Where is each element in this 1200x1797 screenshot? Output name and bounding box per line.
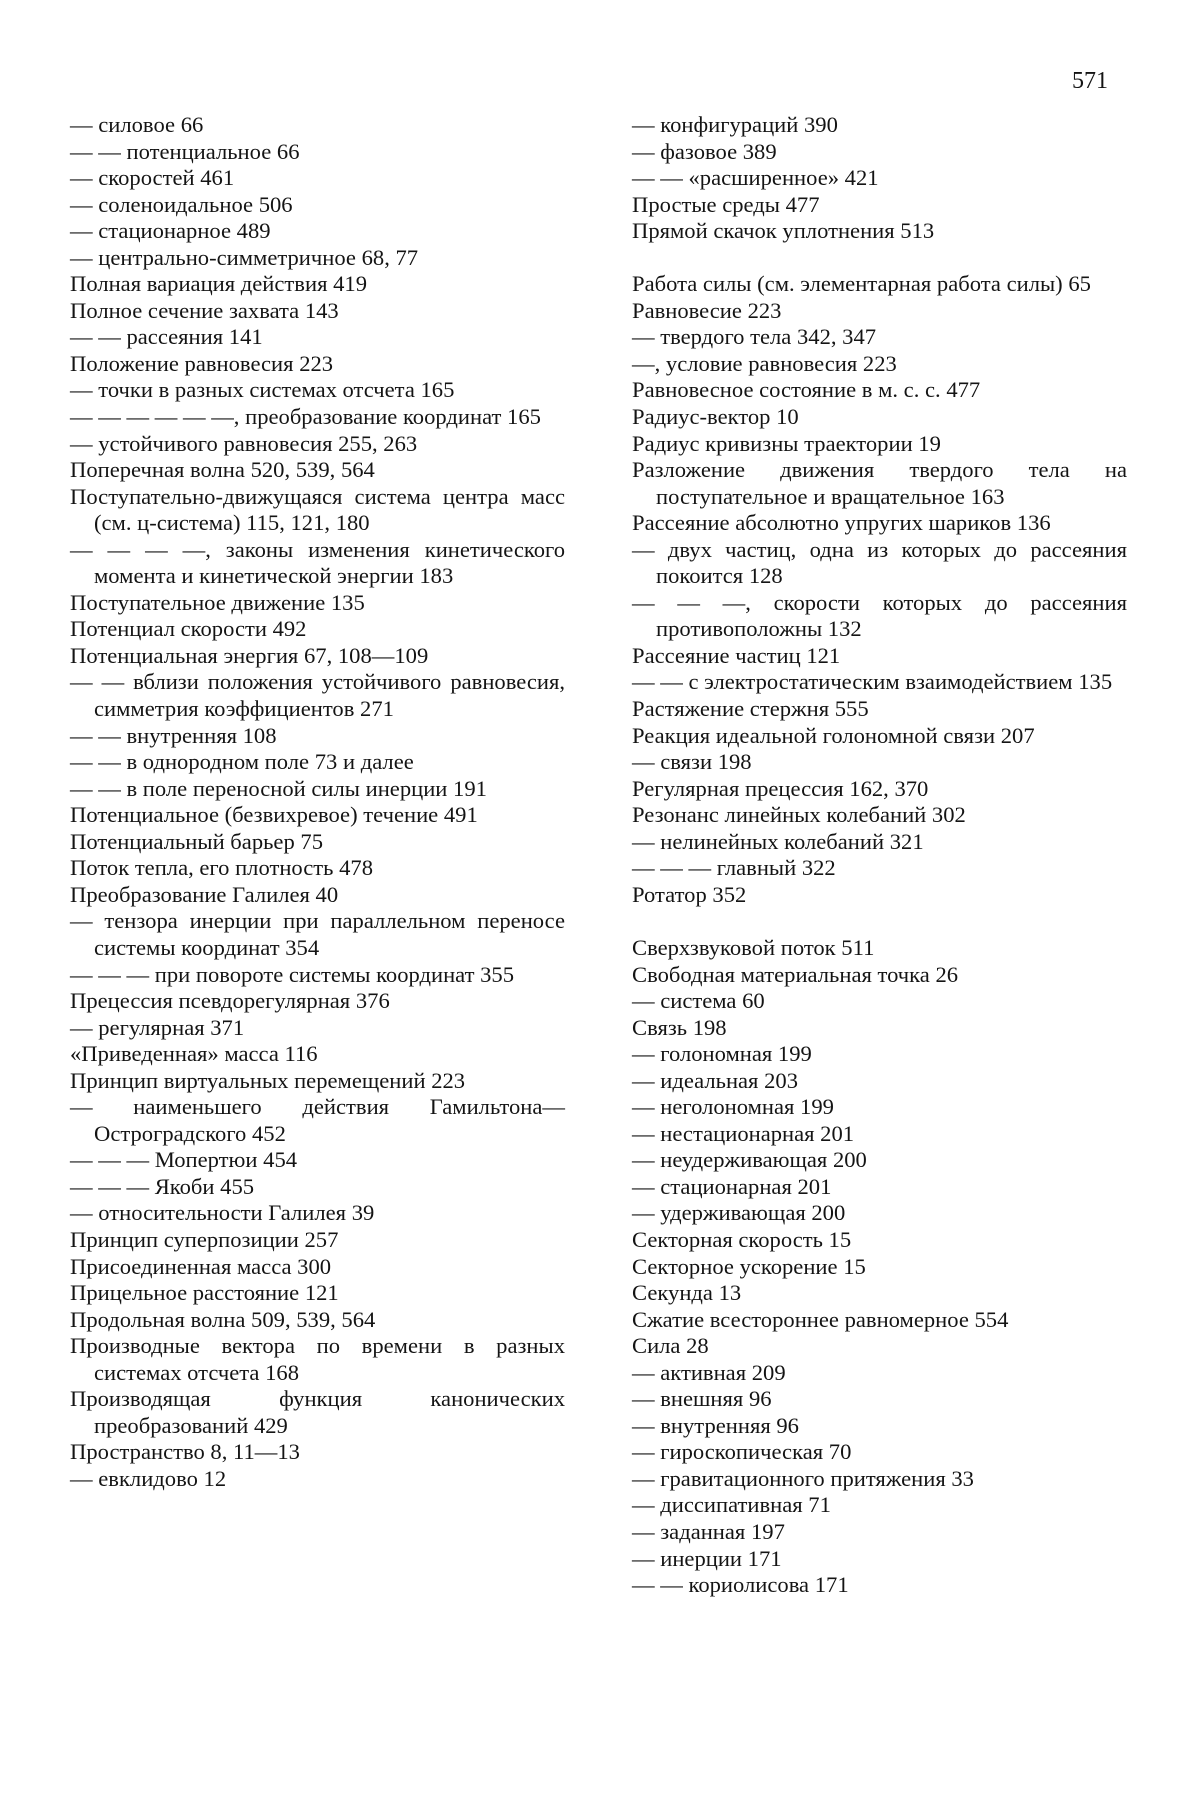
index-entry: — фазовое 389 bbox=[632, 138, 777, 164]
index-entry: Связь 198 bbox=[632, 1014, 727, 1040]
index-entry: — инерции 171 bbox=[632, 1545, 782, 1571]
index-entry: Продольная волна 509, 539, 564 bbox=[70, 1306, 376, 1332]
index-entry: Секторное ускорение 15 bbox=[632, 1253, 866, 1279]
index-entry: «Приведенная» масса 116 bbox=[70, 1041, 318, 1067]
index-entry: — тензора инерции при параллельном переносе системы координат 354 bbox=[70, 908, 565, 960]
index-entry: — система 60 bbox=[632, 988, 765, 1014]
index-entry: — соленоидальное 506 bbox=[70, 191, 293, 217]
index-entry: — устойчивого равновесия 255, 263 bbox=[70, 430, 418, 456]
index-entry: Ротатор 352 bbox=[632, 881, 747, 907]
index-entry: — — вблизи положения устойчивого равновесия, симметрия коэффициентов 271 bbox=[70, 669, 565, 722]
index-entry: Производящая функция канонических преобразований 429 bbox=[70, 1386, 565, 1438]
index-entry: — стационарная 201 bbox=[632, 1173, 832, 1199]
section-gap bbox=[632, 245, 1127, 272]
index-entry: Поступательное движение 135 bbox=[70, 589, 365, 615]
index-entry: — конфигураций 390 bbox=[632, 112, 838, 137]
index-entry: Простые среды 477 bbox=[632, 191, 820, 217]
index-entry: Сила 28 bbox=[632, 1333, 709, 1359]
index-entry: Радиус-вектор 10 bbox=[632, 404, 799, 430]
index-entry: Растяжение стержня 555 bbox=[632, 696, 869, 722]
index-entry: — евклидово 12 bbox=[70, 1465, 227, 1491]
index-entry: — удерживающая 200 bbox=[632, 1200, 846, 1226]
index-entry: — заданная 197 bbox=[632, 1518, 785, 1544]
index-entry: Пространство 8, 11—13 bbox=[70, 1439, 300, 1465]
index-entry: Производные вектора по времени в разных системах отсчета 168 bbox=[70, 1333, 565, 1385]
index-entry: — — с электростатическим взаимодействием 135 bbox=[632, 669, 1113, 695]
index-entry: —, условие равновесия 223 bbox=[632, 350, 897, 376]
index-entry: — твердого тела 342, 347 bbox=[632, 324, 877, 350]
index-entry: Рассеяние абсолютно упругих шариков 136 bbox=[632, 510, 1051, 536]
index-entry: — — — Мопертюи 454 bbox=[70, 1147, 298, 1173]
index-entry: — центрально-симметричное 68, 77 bbox=[70, 244, 419, 270]
index-entry: Поток тепла, его плотность 478 bbox=[70, 855, 374, 881]
index-entry: — связи 198 bbox=[632, 749, 752, 775]
index-entry: Работа силы (см. элементарная работа силы) 65 bbox=[632, 271, 1091, 297]
index-entry: Потенциал скорости 492 bbox=[70, 616, 307, 642]
index-entry: — — в поле переносной силы инерции 191 bbox=[70, 775, 487, 801]
index-entry: Принцип виртуальных перемещений 223 bbox=[70, 1067, 466, 1093]
index-entry: — — — при повороте системы координат 355 bbox=[70, 961, 515, 987]
index-entry: — — — —, законы изменения кинетического момента и кинетической энергии 183 bbox=[70, 536, 565, 589]
index-entry: Разложение движения твердого тела на поступательное и вращательное 163 bbox=[632, 457, 1127, 509]
index-entry: — — — — — —, преобразование координат 165 bbox=[70, 404, 541, 430]
index-entry: Резонанс линейных колебаний 302 bbox=[632, 802, 966, 828]
index-entry: Прицельное расстояние 121 bbox=[70, 1280, 339, 1306]
index-entry: Равновесное состояние в м. с. с. 477 bbox=[632, 377, 981, 403]
index-entry: — гравитационного притяжения 33 bbox=[632, 1465, 974, 1491]
index-entry: — — в однородном поле 73 и далее bbox=[70, 749, 414, 775]
index-entry: — гироскопическая 70 bbox=[632, 1439, 852, 1465]
index-entry: Сжатие всестороннее равномерное 554 bbox=[632, 1306, 1009, 1332]
index-entry: — силовое 66 bbox=[70, 112, 204, 137]
section-gap bbox=[632, 908, 1127, 935]
index-entry: — наименьшего действия Гамильтона—Остроградского 452 bbox=[70, 1094, 565, 1146]
index-entry: — регулярная 371 bbox=[70, 1014, 245, 1040]
index-entry: — неголономная 199 bbox=[632, 1094, 834, 1120]
index-column-right bbox=[632, 112, 1127, 1599]
index-entry: Радиус кривизны траектории 19 bbox=[632, 430, 941, 456]
index-entry: Потенциальная энергия 67, 108—109 bbox=[70, 642, 429, 668]
index-entry: Потенциальный барьер 75 bbox=[70, 828, 323, 854]
index-entry: Полное сечение захвата 143 bbox=[70, 297, 339, 323]
index-entry: — точки в разных системах отсчета 165 bbox=[70, 377, 455, 403]
index-entry: — относительности Галилея 39 bbox=[70, 1200, 375, 1226]
index-entry: Регулярная прецессия 162, 370 bbox=[632, 775, 929, 801]
index-entry: — — — главный 322 bbox=[632, 855, 836, 881]
index-entry: Принцип суперпозиции 257 bbox=[70, 1226, 339, 1252]
index-entry: — скоростей 461 bbox=[70, 165, 235, 191]
index-entry: — стационарное 489 bbox=[70, 218, 271, 244]
index-entry: — внутренняя 96 bbox=[632, 1412, 799, 1438]
index-entry: — внешняя 96 bbox=[632, 1386, 772, 1412]
index-entry: Реакция идеальной голономной связи 207 bbox=[632, 722, 1035, 748]
index-entry: Рассеяние частиц 121 bbox=[632, 642, 841, 668]
index-entry: — — внутренняя 108 bbox=[70, 722, 277, 748]
index-entry: — — потенциальное 66 bbox=[70, 138, 300, 164]
index-entry: Поперечная волна 520, 539, 564 bbox=[70, 457, 375, 483]
index-entry: Прецессия псевдорегулярная 376 bbox=[70, 988, 390, 1014]
index-entry: Поступательно-движущаяся система центра масс (см. ц-система) 115, 121, 180 bbox=[70, 483, 565, 536]
index-entry: — идеальная 203 bbox=[632, 1067, 798, 1093]
index-entry: Равновесие 223 bbox=[632, 297, 782, 323]
index-column-left bbox=[70, 112, 565, 1492]
index-entry: Сверхзвуковой поток 511 bbox=[632, 934, 875, 960]
index-entry: — — —, скорости которых до рассеяния противоположны 132 bbox=[632, 589, 1127, 642]
index-entry: — нелинейных колебаний 321 bbox=[632, 828, 924, 854]
index-entry: Секторная скорость 15 bbox=[632, 1226, 852, 1252]
index-entry: Преобразование Галилея 40 bbox=[70, 881, 339, 907]
index-entry: — двух частиц, одна из которых до рассеяния покоится 128 bbox=[632, 536, 1127, 589]
index-entry: Секунда 13 bbox=[632, 1280, 742, 1306]
index-entry: — нестационарная 201 bbox=[632, 1120, 855, 1146]
index-entry: — активная 209 bbox=[632, 1359, 786, 1385]
page-number: 571 bbox=[1072, 68, 1108, 94]
index-entry: Потенциальное (безвихревое) течение 491 bbox=[70, 802, 478, 828]
index-entry: — неудерживающая 200 bbox=[632, 1147, 867, 1173]
index-entry: Свободная материальная точка 26 bbox=[632, 961, 959, 987]
index-entry: Присоединенная масса 300 bbox=[70, 1253, 332, 1279]
index-entry: Положение равновесия 223 bbox=[70, 350, 334, 376]
index-entry: — — кориолисова 171 bbox=[632, 1572, 849, 1598]
index-entry: — диссипативная 71 bbox=[632, 1492, 831, 1518]
index-entry: — — — Якоби 455 bbox=[70, 1173, 255, 1199]
index-entry: Прямой скачок уплотнения 513 bbox=[632, 218, 935, 244]
index-entry: Полная вариация действия 419 bbox=[70, 271, 367, 297]
index-entry: — голономная 199 bbox=[632, 1041, 812, 1067]
index-entry: — — «расширенное» 421 bbox=[632, 165, 879, 191]
index-entry: — — рассеяния 141 bbox=[70, 324, 263, 350]
